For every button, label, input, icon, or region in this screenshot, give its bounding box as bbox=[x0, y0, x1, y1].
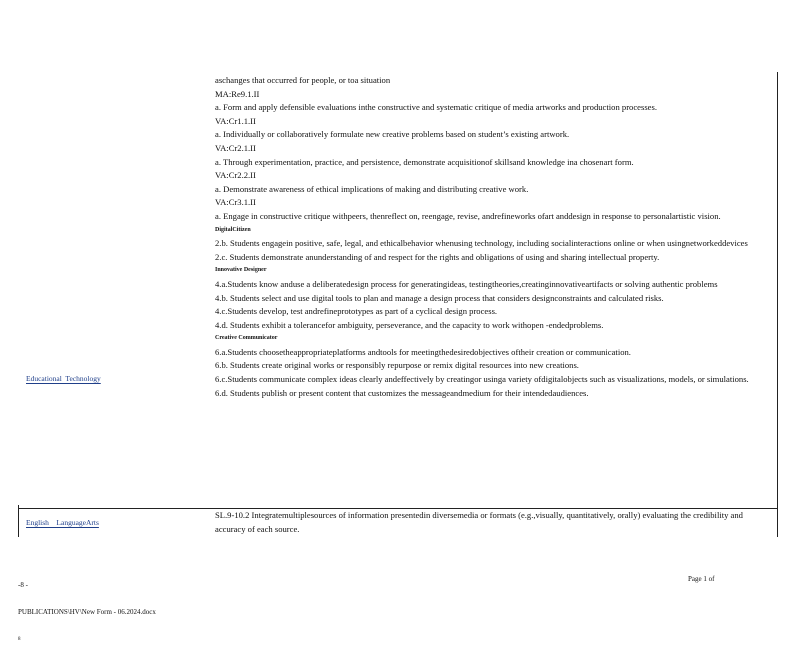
subject-label-educational-technology: Educational Technology bbox=[26, 374, 101, 383]
standard-line: 4.d. Students exhibit a tolerancefor ambiguity, perseverance, and the capacity to work withopen -endedproblems. bbox=[215, 319, 604, 330]
standard-line: 6.a.Students choosetheappropriateplatforms andtools for meetingthedesiredobjectives oftheir creation or communication. bbox=[215, 346, 631, 357]
standard-line: VA:Cr2.1.II bbox=[215, 142, 256, 153]
footer-small-number: 8 bbox=[18, 637, 21, 642]
subject-label-english-language-arts: English LanguageArts bbox=[26, 518, 99, 527]
footer-file-path: PUBLICATIONS\HV\New Form - 06.2024.docx bbox=[18, 608, 156, 616]
standard-line: VA:Cr3.1.II bbox=[215, 197, 256, 208]
standard-line: a. Demonstrate awareness of ethical implications of making and distributing creative work. bbox=[215, 183, 529, 194]
standard-line: a. Individually or collaboratively formulate new creative problems based on student’s existing artwork. bbox=[215, 129, 570, 140]
standard-heading: Creative Communicator bbox=[215, 335, 278, 342]
standard-line: 2.c. Students demonstrate anunderstanding of and respect for the rights and obligations of using and sharing intellectual property. bbox=[215, 251, 660, 262]
standard-line: 6.b. Students create original works or responsibly repurpose or remix digital resources into new creations. bbox=[215, 360, 579, 371]
standard-heading: DigitalCitizen bbox=[215, 226, 251, 233]
table-left-border-bottom-row bbox=[18, 505, 19, 537]
standard-line: MA:Re9.1.II bbox=[215, 88, 260, 99]
standard-heading: Innovative Designer bbox=[215, 267, 267, 274]
standard-line: 6.c.Students communicate complex ideas clearly andeffectively by creatingor usinga variety ofdigitalobjects such as visualizations, models, or simulations. bbox=[215, 374, 749, 385]
standard-line: 2.b. Students engagein positive, safe, legal, and ethicalbehavior whenusing technology, including socialinteractions online or when usingnetworkeddevices bbox=[215, 238, 748, 249]
standard-line: 4.c.Students develop, test andrefineprototypes as part of a cyclical design process. bbox=[215, 306, 498, 317]
footer-left bbox=[18, 563, 156, 653]
standard-line: VA:Cr2.2.II bbox=[215, 170, 256, 181]
standard-line: a. Engage in constructive critique withpeers, thenreflect on, reengage, revise, andrefineworks ofart anddesign in response to personalartistic vision. bbox=[215, 210, 721, 221]
standard-line: 6.d. Students publish or present content that customizes the messageandmedium for their intendedaudiences. bbox=[215, 387, 589, 398]
footer-page-number: Page 1 of bbox=[688, 575, 715, 583]
standard-sl-9-10-2: SL.9-10.2 Integratemultiplesources of information presentedin diversemedia or formats (e.g.,visually, quantitatively, orally) evaluating the credibility and accuracy of each source. bbox=[215, 510, 743, 534]
standards-content bbox=[215, 74, 771, 400]
standard-line: 4.a.Students know anduse a deliberatedesign process for generatingideas, testingtheories,creatinginnovativeartifacts or solving authentic problems bbox=[215, 278, 718, 289]
standard-line: a. Through experimentation, practice, and persistence, demonstrate acquisitionof skillsand knowledge ina chosenart form. bbox=[215, 156, 634, 167]
standard-line: VA:Cr1.1.II bbox=[215, 115, 256, 126]
footer-page-marker: -8 - bbox=[18, 581, 28, 589]
table-right-border bbox=[777, 72, 778, 537]
standard-line: a. Form and apply defensible evaluations inthe constructive and systematic critique of media artworks and production processes. bbox=[215, 102, 657, 113]
standard-line: aschanges that occurred for people, or toa situation bbox=[215, 75, 391, 85]
standard-line: 4.b. Students select and use digital tools to plan and manage a design process that considers designconstraints and calculated risks. bbox=[215, 292, 664, 303]
